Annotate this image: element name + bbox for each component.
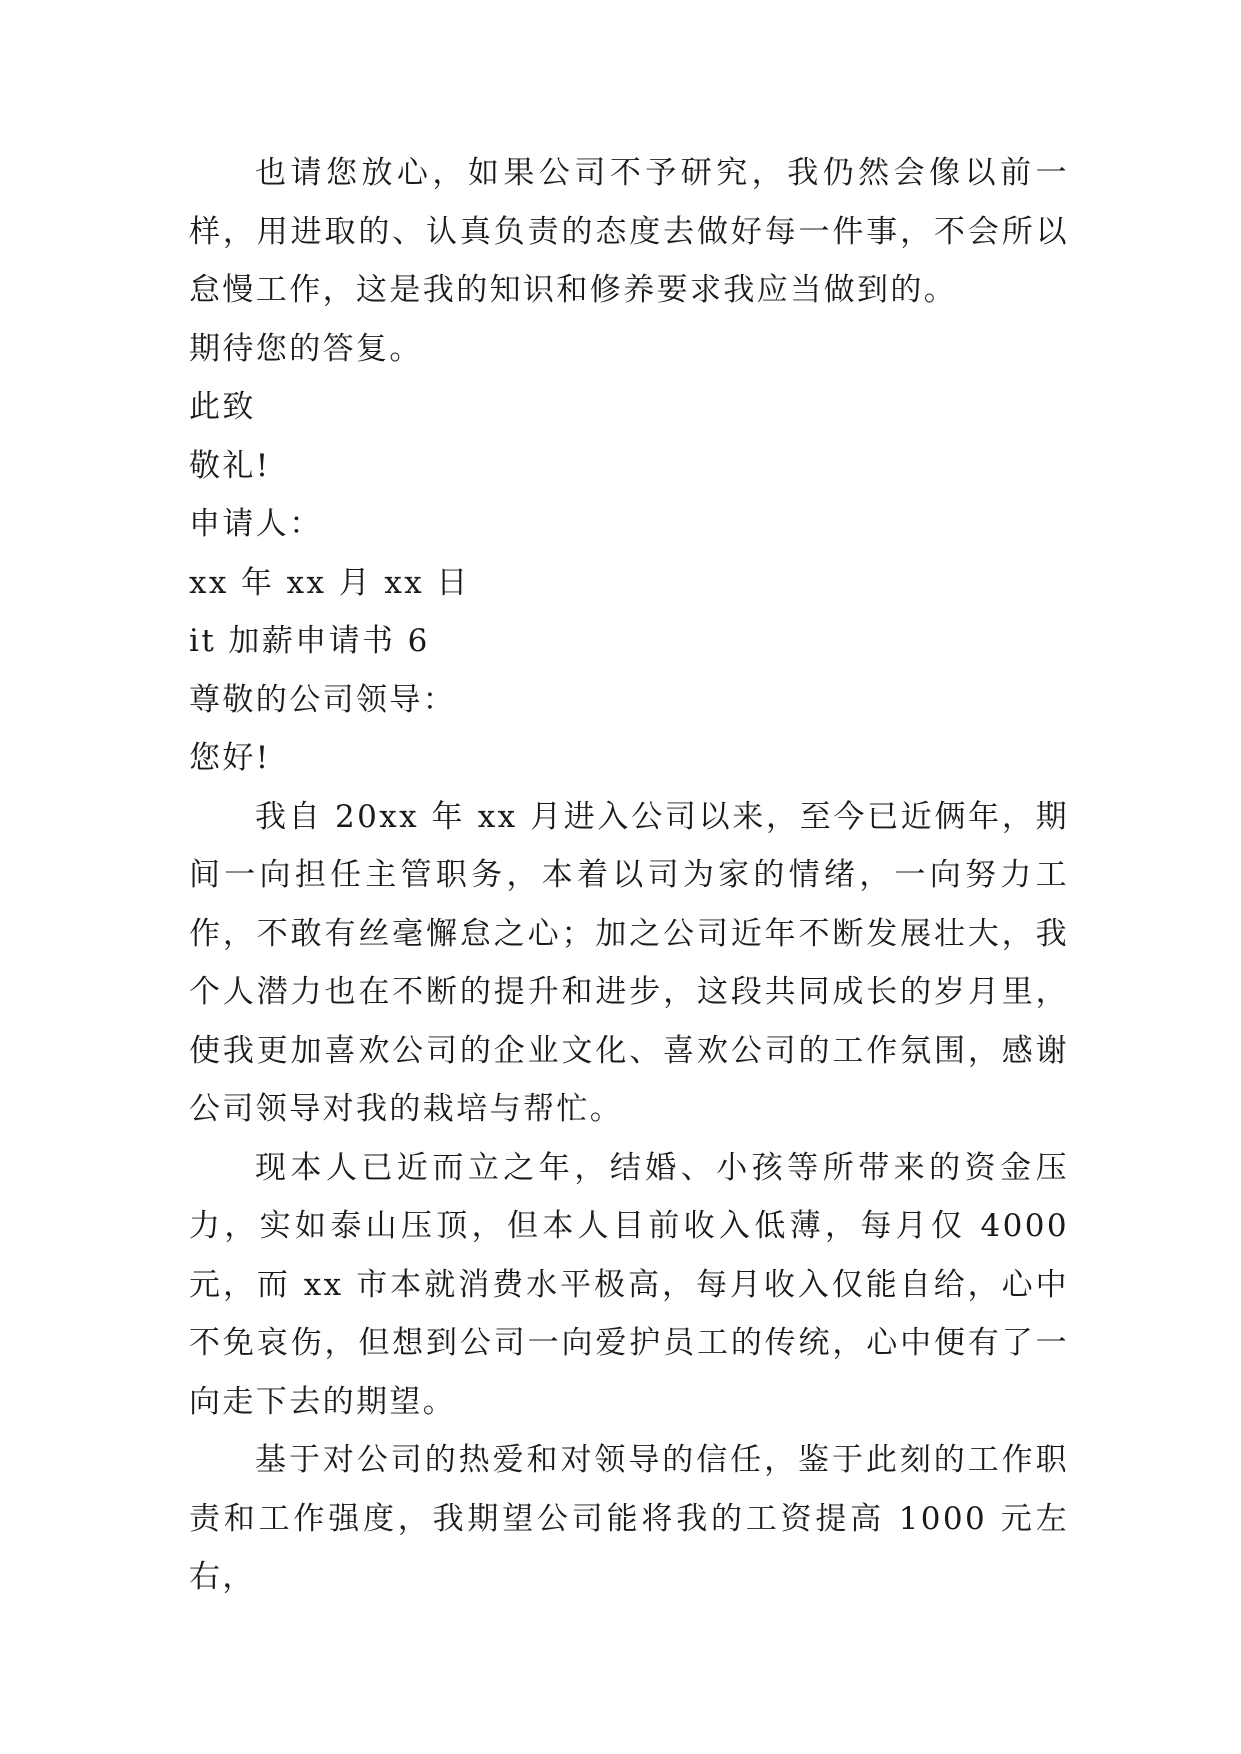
- greeting: 您好!: [189, 740, 271, 776]
- paragraph-awaiting-reply: 期待您的答复。: [189, 330, 423, 367]
- salutation: 尊敬的公司领导：: [189, 681, 457, 718]
- paragraph-raise-request: 基于对公司的热爱和对领导的信任，鉴于此刻的工作职责和工作强度，我期望公司能将我的工资提高 1000 元左右，: [189, 1442, 1069, 1595]
- paragraph-reassurance: 也请您放心，如果公司不予研究，我仍然会像以前一样，用进取的、认真负责的态度去做好每一件事，不会所以怠慢工作，这是我的知识和修养要求我应当做到的。: [189, 155, 1069, 308]
- paragraph-financial-pressure: 现本人已近而立之年，结婚、小孩等所带来的资金压力，实如泰山压顶，但本人目前收入低薄，每月仅 4000 元，而 xx 市本就消费水平极高，每月收入仅能自给，心中不免哀伤，但想到公司一向爱护员工的传统，心中便有了一向走下去的期望。: [189, 1149, 1069, 1420]
- closing-jingli: 敬礼!: [189, 447, 271, 484]
- section-title: it 加薪申请书 6: [189, 623, 430, 659]
- document-body: [189, 144, 1069, 1607]
- closing-cizhi: 此致: [189, 389, 256, 425]
- date-line: xx 年 xx 月 xx 日: [189, 564, 470, 601]
- applicant-label: 申请人：: [189, 506, 323, 542]
- paragraph-background: 我自 20xx 年 xx 月进入公司以来，至今已近俩年，期间一向担任主管职务，本着以司为家的情绪，一向努力工作，不敢有丝毫懈怠之心；加之公司近年不断发展壮大，我个人潜力也在不断的提升和进步，这段共同成长的岁月里，使我更加喜欢公司的企业文化、喜欢公司的工作氛围，感谢公司领导对我的栽培与帮忙。: [189, 798, 1069, 1127]
